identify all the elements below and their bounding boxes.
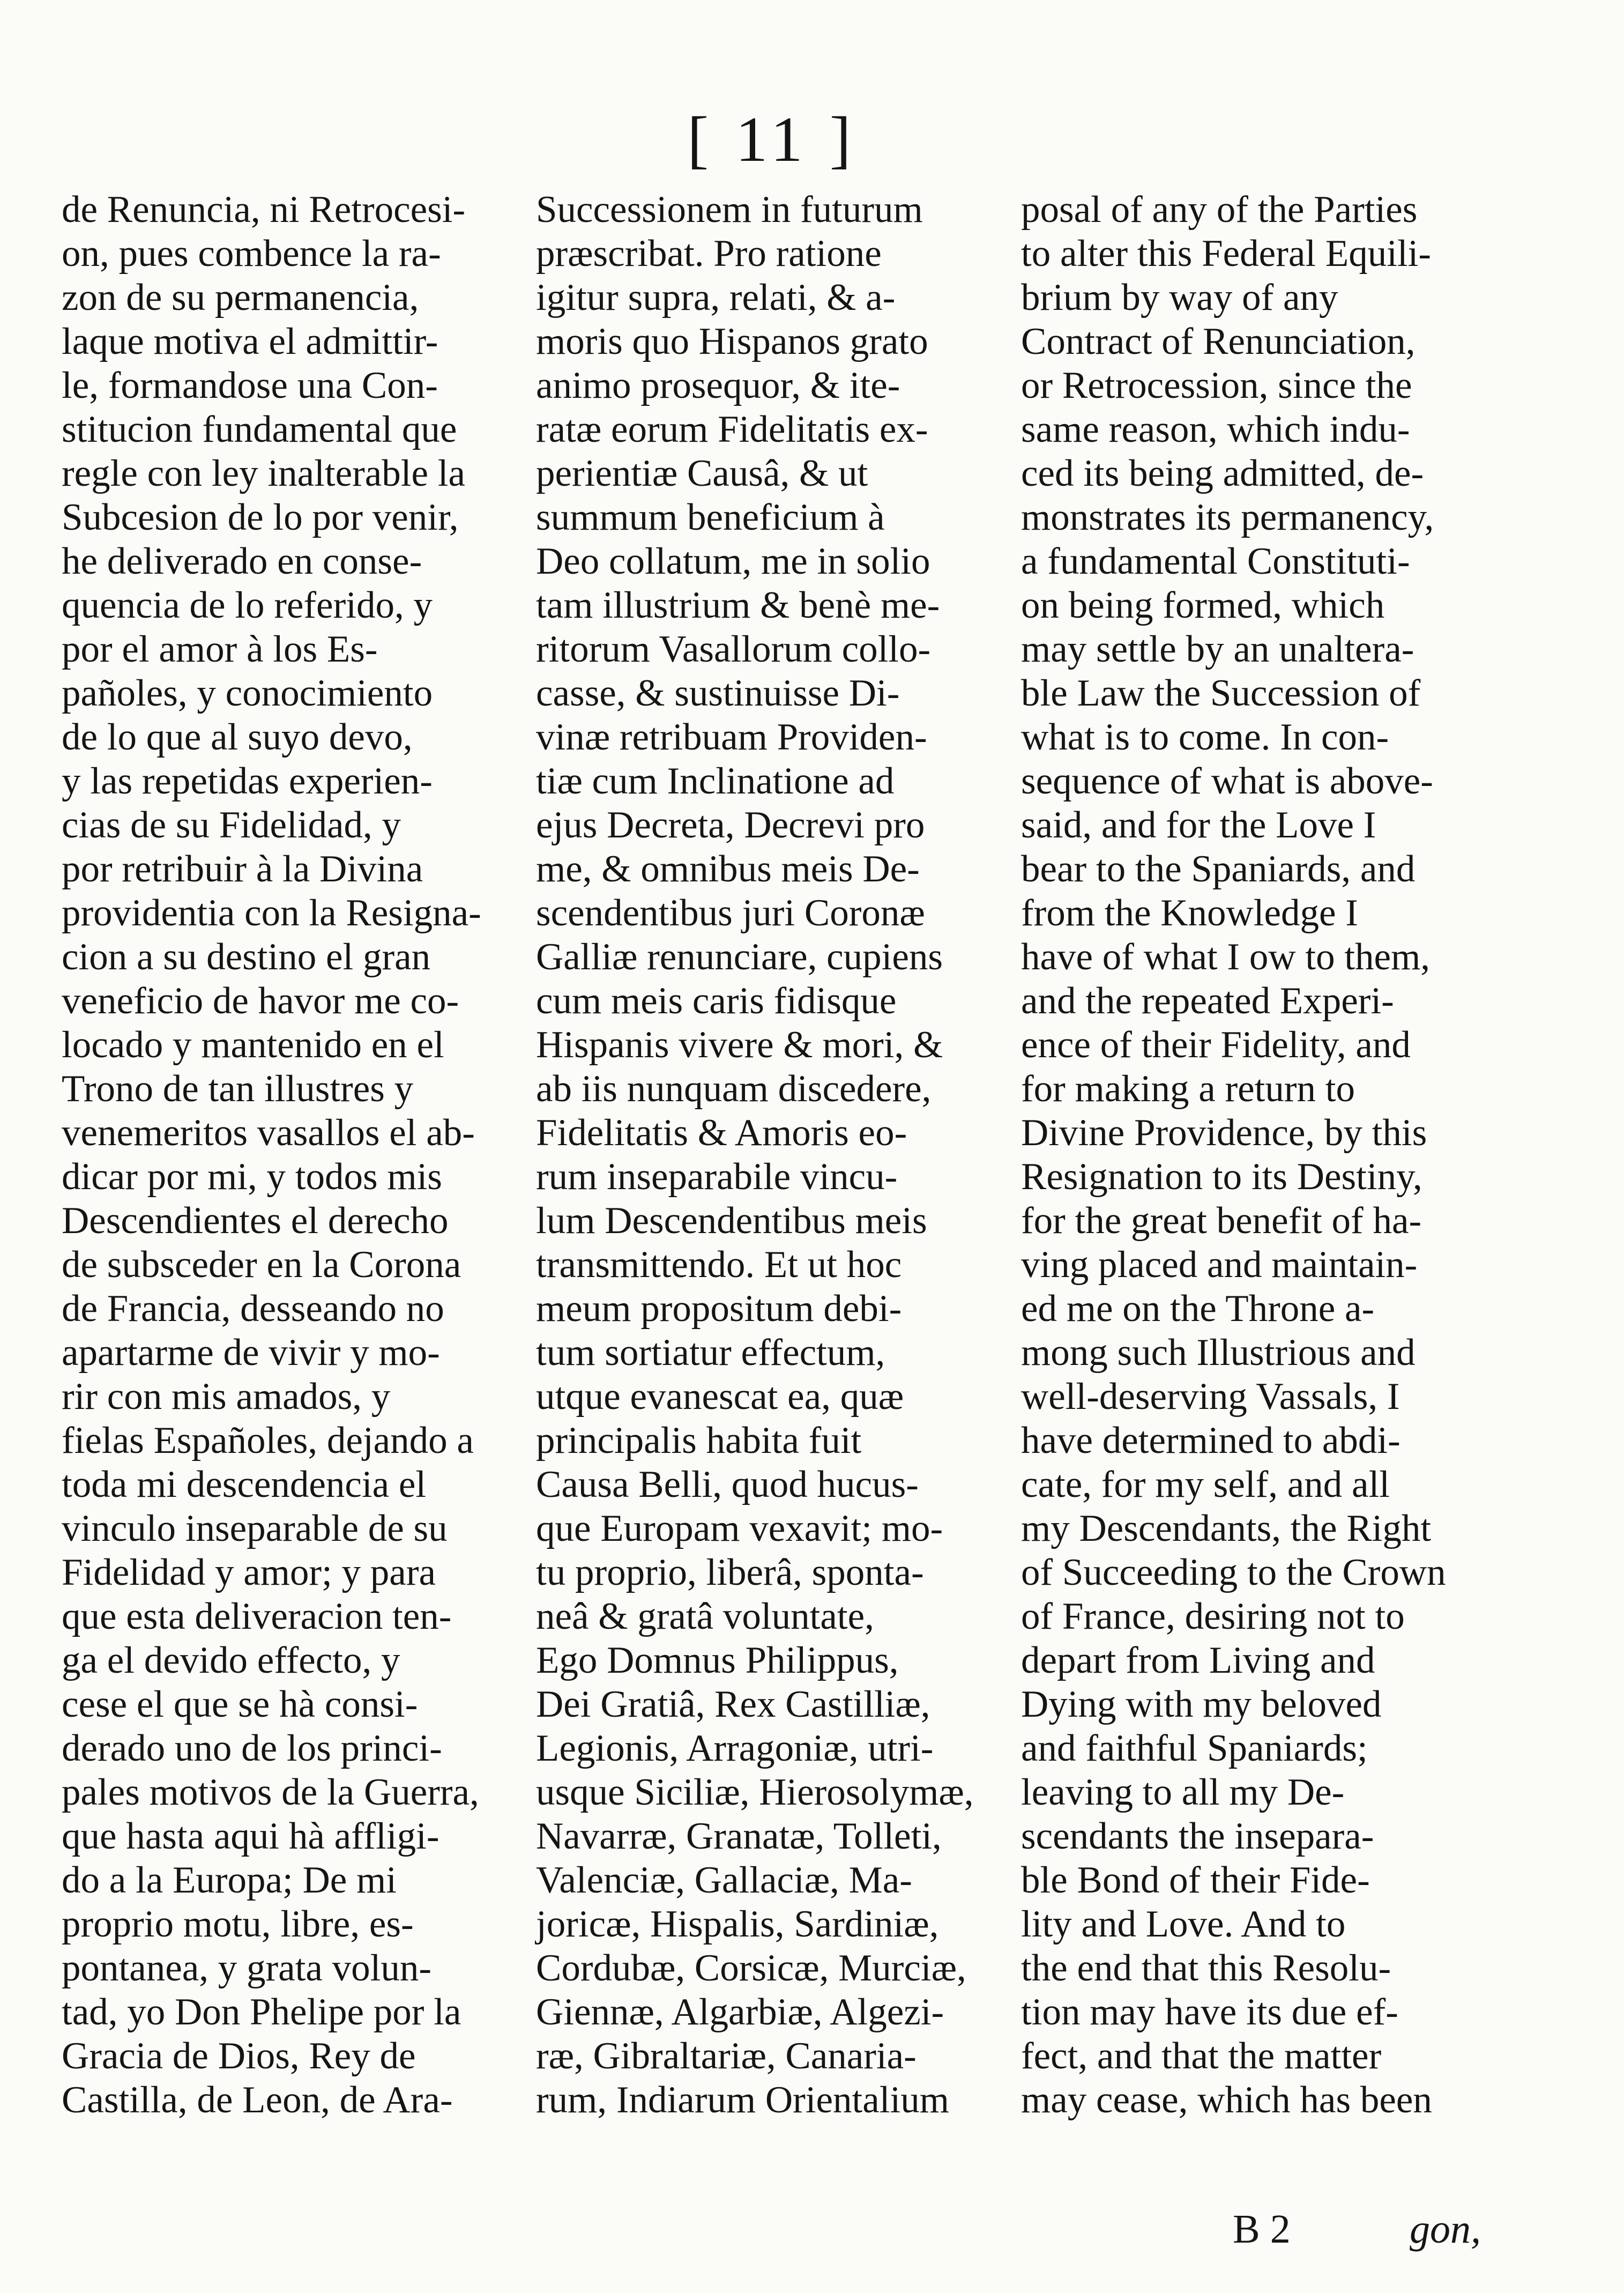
spanish-text-line: por el amor à los Es- <box>62 628 378 670</box>
english-text-line: ed me on the Throne a- <box>1021 1288 1375 1330</box>
spanish-text-line: cias de su Fidelidad, y <box>62 804 401 846</box>
spanish-text-line: Gracia de Dios, Rey de <box>62 2035 416 2077</box>
english-text-line: ble Law the Succession of <box>1021 672 1421 714</box>
spanish-text-line: derado uno de los princi- <box>62 1727 442 1769</box>
latin-text-line: moris quo Hispanos grato <box>536 321 928 362</box>
latin-text-line: ratæ eorum Fidelitatis ex- <box>536 409 928 450</box>
spanish-text-line: que esta deliveracion ten- <box>62 1596 452 1637</box>
english-text-line: fect, and that the matter <box>1021 2035 1382 2077</box>
english-text-line: to alter this Federal Equili- <box>1021 233 1432 274</box>
english-text-line: may settle by an unaltera- <box>1021 628 1414 670</box>
english-text-line: depart from Living and <box>1021 1639 1375 1681</box>
english-text-line: from the Knowledge I <box>1021 892 1358 934</box>
spanish-text-line: providentia con la Resigna- <box>62 892 481 934</box>
spanish-text-line: de subsceder en la Corona <box>62 1244 461 1286</box>
english-text-line: lity and Love. And to <box>1021 1903 1346 1945</box>
spanish-text-line: Subcesion de lo por venir, <box>62 496 459 538</box>
english-text-line: ving placed and maintain- <box>1021 1244 1418 1286</box>
english-text-line: Contract of Renunciation, <box>1021 321 1416 362</box>
english-text-line: may cease, which has been <box>1021 2079 1432 2121</box>
latin-text-line: rum, Indiarum Orientalium <box>536 2079 949 2121</box>
latin-text-line: ritorum Vasallorum collo- <box>536 628 931 670</box>
english-text-line: on being formed, which <box>1021 584 1385 626</box>
latin-text-line: joricæ, Hispalis, Sardiniæ, <box>536 1903 939 1945</box>
spanish-text-line: por retribuir à la Divina <box>62 848 423 890</box>
english-text-line: of Succeeding to the Crown <box>1021 1552 1446 1593</box>
latin-text-line: neâ & gratâ voluntate, <box>536 1596 874 1637</box>
english-text-line: same reason, which indu- <box>1021 409 1410 450</box>
english-text-line: for making a return to <box>1021 1068 1355 1110</box>
spanish-text-line: de Renuncia, ni Retrocesi- <box>62 189 466 231</box>
latin-text-line: transmittendo. Et ut hoc <box>536 1244 902 1286</box>
latin-text-line: tam illustrium & benè me- <box>536 584 940 626</box>
spanish-text-line: dicar por mi, y todos mis <box>62 1156 442 1198</box>
spanish-text-line: Castilla, de Leon, de Ara- <box>62 2079 453 2121</box>
spanish-text-line: fielas Españoles, dejando a <box>62 1420 474 1461</box>
spanish-text-line: vinculo inseparable de su <box>62 1508 448 1549</box>
latin-text-line: tu proprio, liberâ, sponta- <box>536 1552 924 1593</box>
english-text-line: said, and for the Love I <box>1021 804 1376 846</box>
latin-text-line: casse, & sustinuisse Di- <box>536 672 900 714</box>
latin-text-line: usque Siciliæ, Hierosolymæ, <box>536 1771 974 1813</box>
latin-text-line: rum inseparabile vincu- <box>536 1156 898 1198</box>
english-text-line: bear to the Spaniards, and <box>1021 848 1416 890</box>
latin-text-line: tum sortiatur effectum, <box>536 1332 885 1374</box>
spanish-text-line: cion a su destino el gran <box>62 936 431 978</box>
latin-text-line: Fidelitatis & Amoris eo- <box>536 1112 907 1154</box>
spanish-text-line: rir con mis amados, y <box>62 1376 391 1418</box>
latin-text-line: Galliæ renunciare, cupiens <box>536 936 943 978</box>
spanish-text-line: zon de su permanencia, <box>62 277 419 318</box>
spanish-text-line: pales motivos de la Guerra, <box>62 1771 479 1813</box>
spanish-text-line: locado y mantenido en el <box>62 1024 444 1066</box>
english-text-line: Dying with my beloved <box>1021 1683 1382 1725</box>
english-text-line: or Retrocession, since the <box>1021 365 1412 406</box>
spanish-text-line: pontanea, y grata volun- <box>62 1947 432 1989</box>
spanish-text-line: he deliverado en conse- <box>62 540 422 582</box>
latin-text-line: scendentibus juri Coronæ <box>536 892 925 934</box>
spanish-text-line: quencia de lo referido, y <box>62 584 433 626</box>
spanish-text-line: ga el devido effecto, y <box>62 1639 400 1681</box>
spanish-text-line: Trono de tan illustres y <box>62 1068 414 1110</box>
english-text-line: and faithful Spaniards; <box>1021 1727 1368 1769</box>
english-text-line: what is to come. In con- <box>1021 716 1389 758</box>
english-text-line: for the great benefit of ha- <box>1021 1200 1422 1242</box>
latin-text-line: Navarræ, Granatæ, Tolleti, <box>536 1815 942 1857</box>
latin-text-line: que Europam vexavit; mo- <box>536 1508 943 1549</box>
latin-text-line: vinæ retribuam Providen- <box>536 716 927 758</box>
spanish-text-line: que hasta aqui hà affligi- <box>62 1815 439 1857</box>
spanish-column <box>62 188 512 2122</box>
latin-text-line: Legionis, Arragoniæ, utri- <box>536 1727 934 1769</box>
spanish-text-line: de lo que al suyo devo, <box>62 716 413 758</box>
latin-text-line: Dei Gratiâ, Rex Castilliæ, <box>536 1683 930 1725</box>
english-text-line: ence of their Fidelity, and <box>1021 1024 1411 1066</box>
english-text-line: ced its being admitted, de- <box>1021 452 1424 494</box>
catchword: gon, <box>1410 2207 1481 2252</box>
page-number: [ 11 ] <box>687 103 856 175</box>
english-text-line: a fundamental Constituti- <box>1021 540 1410 582</box>
latin-text-line: principalis habita fuit <box>536 1420 862 1461</box>
latin-text-line: Successionem in futurum <box>536 189 923 231</box>
latin-text-line: Deo collatum, me in solio <box>536 540 930 582</box>
english-text-line: have determined to abdi- <box>1021 1420 1400 1461</box>
spanish-text-line: Descendientes el derecho <box>62 1200 449 1242</box>
latin-text-line: Hispanis vivere & mori, & <box>536 1024 943 1066</box>
latin-text-line: meum propositum debi- <box>536 1288 902 1330</box>
latin-text-line: Cordubæ, Corsicæ, Murciæ, <box>536 1947 966 1989</box>
english-text-line: ble Bond of their Fide- <box>1021 1859 1370 1901</box>
english-text-line: Divine Providence, by this <box>1021 1112 1427 1154</box>
latin-text-line: ejus Decreta, Decrevi pro <box>536 804 925 846</box>
latin-text-line: summum beneficium à <box>536 496 885 538</box>
latin-text-line: præscribat. Pro ratione <box>536 233 882 274</box>
latin-text-line: cum meis caris fidisque <box>536 980 897 1022</box>
latin-text-line: me, & omnibus meis De- <box>536 848 920 890</box>
spanish-text-line: Fidelidad y amor; y para <box>62 1552 436 1593</box>
english-text-line: my Descendants, the Right <box>1021 1508 1432 1549</box>
spanish-text-line: apartarme de vivir y mo- <box>62 1332 440 1374</box>
spanish-text-line: toda mi descendencia el <box>62 1464 427 1505</box>
spanish-text-line: cese el que se hà consi- <box>62 1683 418 1725</box>
english-text-line: scendants the insepara- <box>1021 1815 1374 1857</box>
latin-text-line: tiæ cum Inclinatione ad <box>536 760 895 802</box>
spanish-text-line: tad, yo Don Phelipe por la <box>62 1991 461 2033</box>
spanish-text-line: proprio motu, libre, es- <box>62 1903 414 1945</box>
latin-text-line: perientiæ Causâ, & ut <box>536 452 868 494</box>
signature-mark: B 2 <box>1233 2207 1291 2252</box>
spanish-text-line: laque motiva el admittir- <box>62 321 438 362</box>
spanish-text-line: regle con ley inalterable la <box>62 452 465 494</box>
english-text-line: monstrates its permanency, <box>1021 496 1434 538</box>
english-text-line: posal of any of the Parties <box>1021 189 1418 231</box>
latin-text-line: lum Descendentibus meis <box>536 1200 927 1242</box>
latin-text-line: animo prosequor, & ite- <box>536 365 900 406</box>
latin-text-line: ræ, Gibraltariæ, Canaria- <box>536 2035 917 2077</box>
spanish-text-line: le, formandose una Con- <box>62 365 438 406</box>
spanish-text-line: veneficio de havor me co- <box>62 980 459 1022</box>
english-text-line: of France, desiring not to <box>1021 1596 1405 1637</box>
spanish-text-line: pañoles, y conocimiento <box>62 672 433 714</box>
english-text-line: have of what I ow to them, <box>1021 936 1431 978</box>
latin-column <box>536 188 997 2122</box>
spanish-text-line: venemeritos vasallos el ab- <box>62 1112 475 1154</box>
english-column <box>1021 188 1498 2122</box>
spanish-text-line: y las repetidas experien- <box>62 760 433 802</box>
latin-text-line: ab iis nunquam discedere, <box>536 1068 932 1110</box>
english-text-line: cate, for my self, and all <box>1021 1464 1390 1505</box>
english-text-line: tion may have its due ef- <box>1021 1991 1398 2033</box>
spanish-text-line: do a la Europa; De mi <box>62 1859 397 1901</box>
english-text-line: leaving to all my De- <box>1021 1771 1345 1813</box>
latin-text-line: igitur supra, relati, & a- <box>536 277 896 318</box>
english-text-line: brium by way of any <box>1021 277 1338 318</box>
latin-text-line: Causa Belli, quod hucus- <box>536 1464 919 1505</box>
latin-text-line: Giennæ, Algarbiæ, Algezi- <box>536 1991 944 2033</box>
latin-text-line: Ego Domnus Philippus, <box>536 1639 899 1681</box>
latin-text-line: Valenciæ, Gallaciæ, Ma- <box>536 1859 912 1901</box>
latin-text-line: utque evanescat ea, quæ <box>536 1376 904 1418</box>
english-text-line: the end that this Resolu- <box>1021 1947 1391 1989</box>
english-text-line: and the repeated Experi- <box>1021 980 1394 1022</box>
spanish-text-line: on, pues combence la ra- <box>62 233 441 274</box>
spanish-text-line: de Francia, desseando no <box>62 1288 444 1330</box>
english-text-line: mong such Illustrious and <box>1021 1332 1416 1374</box>
english-text-line: sequence of what is above- <box>1021 760 1433 802</box>
english-text-line: Resignation to its Destiny, <box>1021 1156 1422 1198</box>
english-text-line: well-deserving Vassals, I <box>1021 1376 1400 1418</box>
spanish-text-line: stitucion fundamental que <box>62 409 457 450</box>
